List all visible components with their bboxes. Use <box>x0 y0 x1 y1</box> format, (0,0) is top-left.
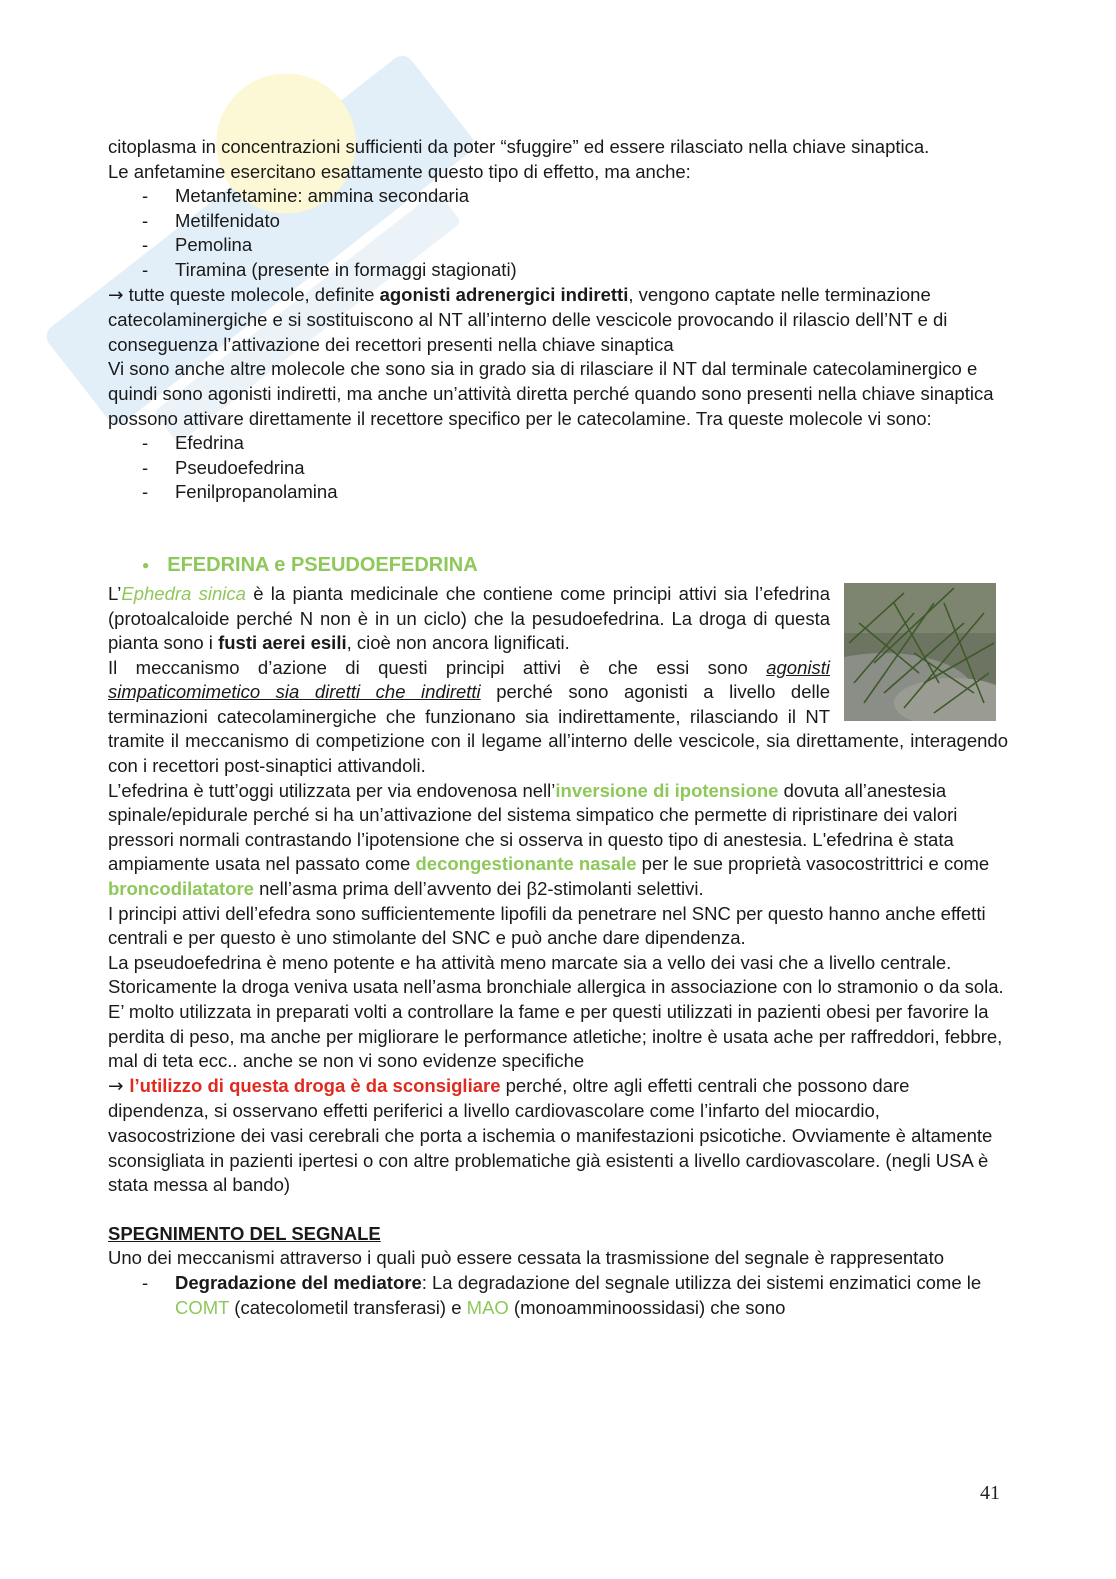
mechanism-term: agonisti simpaticomimetico sia diretti che indiretti <box>108 656 830 703</box>
intro-sentence: Le anfetamine esercitano esattamente questo tipo di effetto, ma anche: <box>108 160 691 182</box>
bullet-icon: ● <box>142 558 150 573</box>
use-term: broncodilatatore <box>108 878 254 900</box>
section-heading: SPEGNIMENTO DEL SEGNALE <box>108 1222 381 1244</box>
efedrina-paragraph-5: La pseudoefedrina è meno potente e ha attività meno marcate sia a vello dei vasi che a livello centrale. <box>108 951 952 973</box>
text-run: per le sue proprietà vasocostrittrici e come <box>636 853 990 875</box>
efedrina-heading <box>108 553 1008 578</box>
text-run: perché sono agonisti a livello delle terminazioni catecolaminergiche che funzionano sia indirettamente, rilasciando il NT tramite il meccanismo di competizione con il legame all’interno delle vescicole, sia direttamente, interagendo con i recettori post-sinaptici attivandoli. <box>108 681 1008 777</box>
spegnimento-paragraph: Uno dei meccanismi attraverso i quali può essere cessata la trasmissione del segnale è rappresentato <box>108 1247 945 1269</box>
mixed-agonists-list <box>108 431 1008 505</box>
text-run: (catecolometil transferasi) e <box>229 1296 467 1318</box>
text-run: , cioè non ancora lignificati. <box>346 632 570 654</box>
plant-name: Ephedra sinica <box>121 582 246 604</box>
text-run: (monoamminoossidasi) che sono <box>508 1296 786 1318</box>
list-item: - Metilfenidato <box>108 209 1008 234</box>
list-item: - Fenilpropanolamina <box>108 480 1008 505</box>
efedrina-paragraph-7 <box>108 1074 1008 1198</box>
page-number: 41 <box>980 1482 1000 1504</box>
document-page <box>108 135 1008 1320</box>
text-run: , vengono captate nelle terminazione catecolaminergiche e si sostituiscono al NT all’interno delle vescicole provocando il rilascio dell’NT e di conseguenza l’attivazione dei recettori presenti nella chiave sinaptica <box>108 283 948 355</box>
list-item: - Pseudoefedrina <box>108 456 1008 481</box>
enzyme-term: COMT <box>175 1296 230 1318</box>
drug-part-term: fusti aerei esili <box>218 632 347 654</box>
text-run: : La degradazione del segnale utilizza dei sistemi enzimatici come le <box>421 1271 982 1293</box>
warning-text: l’utilizzo di questa droga è da sconsigliare <box>129 1074 501 1096</box>
text-run: tutte queste molecole, definite <box>123 283 380 305</box>
indirect-agonists-term: agonisti adrenergici indiretti <box>379 283 629 305</box>
text-run: Il meccanismo d’azione di questi principi attivi è che essi sono <box>108 656 767 678</box>
list-item: - Pemolina <box>108 233 1008 258</box>
ephedra-plant-photo <box>844 583 996 721</box>
use-term: decongestionante nasale <box>415 853 637 875</box>
text-run: perché, oltre agli effetti centrali che possono dare dipendenza, si osservano effetti periferici a livello cardiovascolare come l’infarto del miocardio, vasocostrizione dei vasi cerebrali che porta a ischemia o manifestazioni psicotiche. Ovviamente è altamente sconsigliata in pazienti ipertesi o con altre problematiche già esistenti a livello cardiovascolare. (negli USA è stata messa al bando) <box>108 1074 993 1196</box>
intro-paragraph: citoplasma in concentrazioni sufficienti da poter “sfuggire” ed essere rilasciato nella chiave sinaptica. <box>108 136 930 157</box>
arrow-right-icon: → <box>108 284 124 306</box>
efedrina-paragraph-6: Storicamente la droga veniva usata nell’asma bronchiale allergica in associazione con lo stramonio o da sola. E’ molto utilizzata in preparati volti a controllare la fame e per questi utilizzati in pazienti obesi per favorire la perdita di peso, ma anche per migliorare le performance atletiche; inoltre è usata ache per raffreddori, febbre, mal di teta ecc.. anche se non vi sono evidenze specifiche <box>108 976 1004 1072</box>
indirect-agonists-paragraph <box>108 283 1008 358</box>
list-item <box>108 1271 1008 1320</box>
text-run: è la pianta medicinale che contiene come principi attivi sia l’efedrina (protoalcaloide perché N non è in un ciclo) che la pesudoefedrina. La droga di questa pianta sono i <box>108 582 830 654</box>
text-run: nell’asma prima dell’avvento dei β2-stimolanti selettivi. <box>253 878 704 900</box>
heading-text: EFEDRINA e PSEUDOEFEDRINA <box>167 553 478 576</box>
text-run: L’ <box>108 582 122 604</box>
list-item: - Tiramina (presente in formaggi stagionati) <box>108 258 1008 283</box>
mixed-agonists-paragraph: Vi sono anche altre molecole che sono sia in grado sia di rilasciare il NT dal terminale catecolaminergico e quindi sono agonisti indiretti, ma anche un’attività diretta perché quando sono presenti nella chiave sinaptica possono attivare direttamente il recettore specifico per le catecolamine. Tra queste molecole vi sono: <box>108 358 994 429</box>
efedrina-paragraph-3 <box>108 779 1008 902</box>
spegnimento-list <box>108 1271 1008 1320</box>
amphetamine-list <box>108 184 1008 282</box>
text-run: L’efedrina è tutt’oggi utilizzata per via endovenosa nell’ <box>108 779 556 801</box>
text-run: dovuta all’anestesia spinale/epidurale perché si ha un’attivazione del sistema simpatico che permette di ripristinare dei valori pressori normali contrastando l’ipotensione che si osserva in questo tipo di anestesia. L'efedrina è stata ampiamente usata nel passato come <box>108 779 958 875</box>
use-term: inversione di ipotensione <box>555 779 779 801</box>
efedrina-paragraph-4: I principi attivi dell’efedra sono sufficientemente lipofili da penetrare nel SNC per questo hanno anche effetti centrali e per questo è uno stimolante del SNC e può anche dare dipendenza. <box>108 902 986 949</box>
list-item: - Efedrina <box>108 431 1008 456</box>
list-item: - Metanfetamine: ammina secondaria <box>108 184 1008 209</box>
item-term: Degradazione del mediatore <box>175 1271 422 1293</box>
arrow-right-icon: → <box>108 1075 130 1097</box>
enzyme-term: MAO <box>466 1296 509 1318</box>
